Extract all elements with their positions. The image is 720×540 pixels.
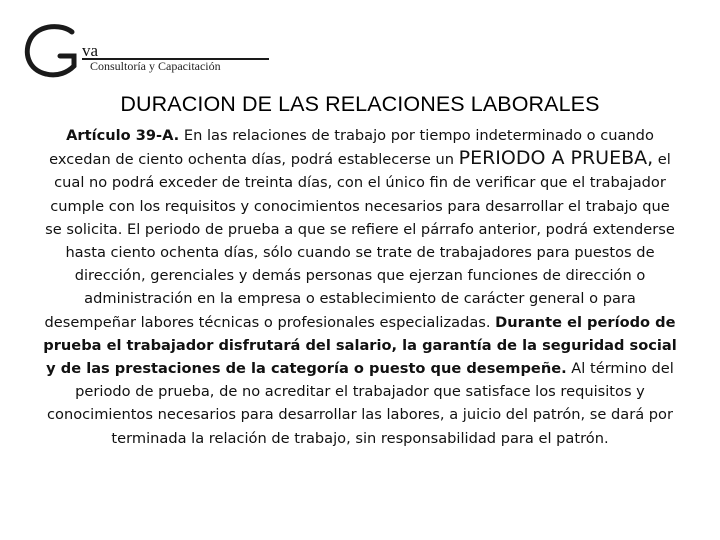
paragraph-part-1: En las relaciones de trabajo por tiempo indeterminado o cuando excedan de ciento ochenta días, podrá establecerse un [49, 127, 654, 169]
page-title: DURACION DE LAS RELACIONES LABORALES [120, 92, 600, 116]
periodo-a-prueba-emphasis: PERIODO A PRUEBA, [458, 147, 654, 170]
article-paragraph [40, 124, 680, 450]
bold-clause: Durante el período de prueba el trabajador disfrutará del salario, la garantía de la seguridad social y de las prestaciones de la categoría o puesto que desempeñe. [43, 313, 677, 378]
paragraph-part-2: el cual no podrá exceder de treinta días, con el único fin de verificar que el trabajador cumple con los requisitos y conocimientos necesarios para desarrollar el trabajo que se solicita. El periodo de prueba a que se refiere el párrafo anterior, podrá extenderse hasta ciento ochenta días, sólo cuando se trate de trabajadores para puestos de dirección, gerenciales y demás personas que ejerzan funciones de dirección o administración en la empresa o establecimiento de carácter general o para desempeñar labores técnicas o profesionales especializadas. [44, 151, 675, 331]
paragraph-part-3: Al término del periodo de prueba, de no acreditar el trabajador que satisface los requisitos y conocimientos necesarios para desarrollar las labores, a juicio del patrón, se dará por terminada la relación de trabajo, sin responsabilidad para el patrón. [47, 360, 674, 447]
article-label: Artículo 39-A. [66, 127, 180, 144]
logo-letters: va [82, 41, 99, 60]
company-logo [22, 22, 282, 82]
logo-subtitle: Consultoría y Capacitación [90, 59, 221, 73]
